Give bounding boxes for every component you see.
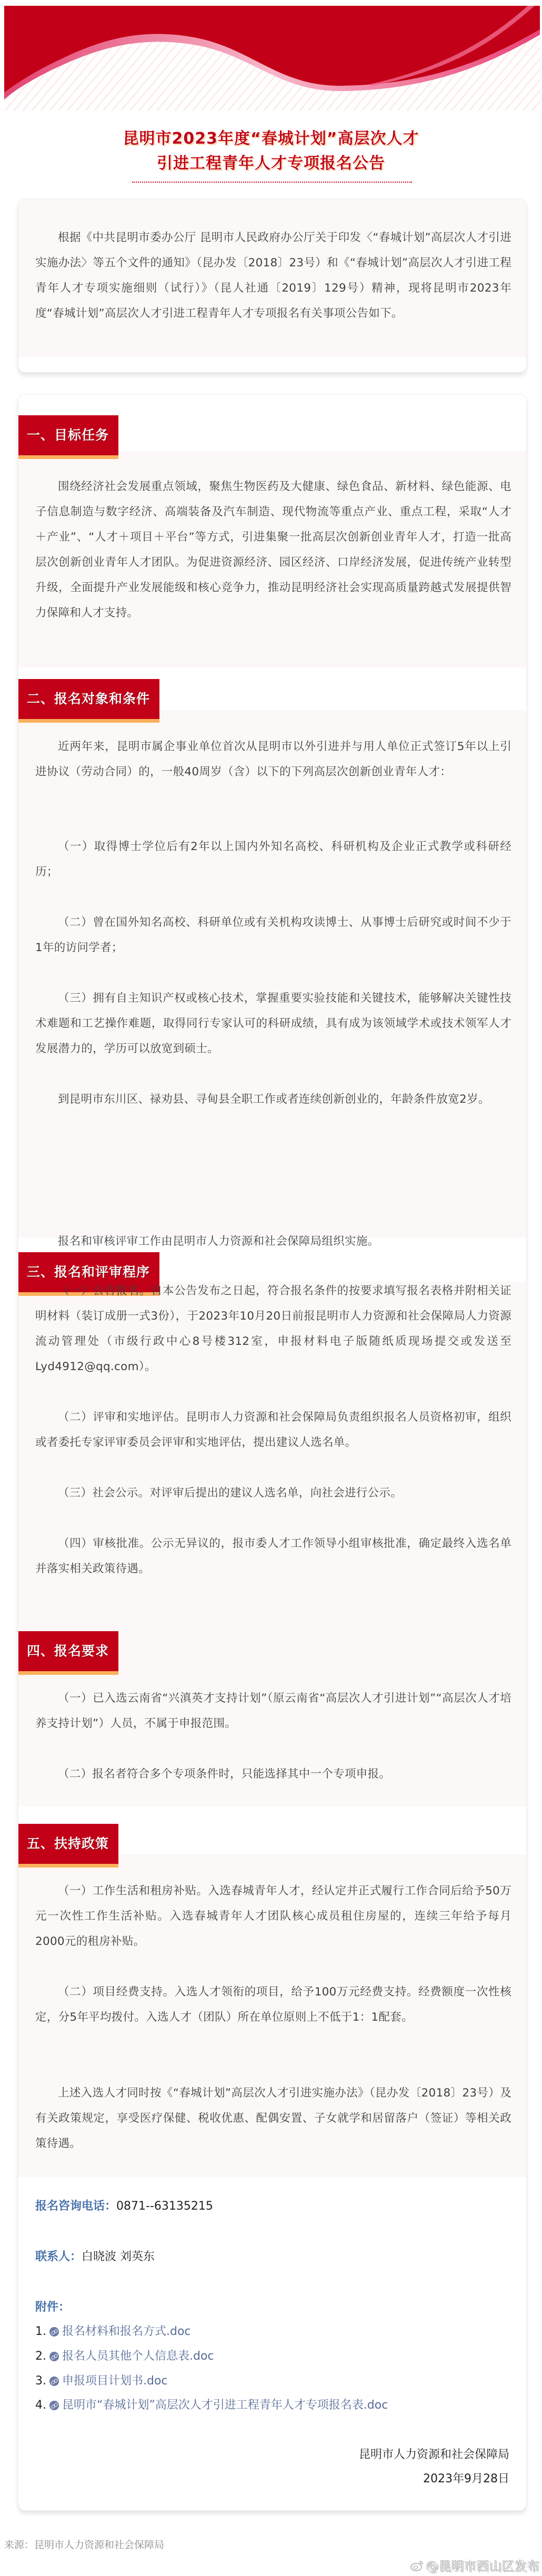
- contact-person-line: [35, 2249, 155, 2265]
- contact-persons: 白晓波 刘英东: [82, 2250, 155, 2263]
- section-3-paragraph-intro: 报名和审核评审工作由昆明市人力资源和社会保障局组织实施。: [58, 1235, 379, 1248]
- attachment-item[interactable]: [35, 2398, 388, 2413]
- section-3-item-2: （二）评审和实地评估。昆明市人力资源和社会保障局负责组织报名人员资格初审，组织或者委托专家评审委员会评审和实地评估，提出建议人选名单。: [35, 1411, 511, 1449]
- section-2-age-note: 到昆明市东川区、禄劝县、寻甸县全职工作或者连续创新创业的，年龄条件放宽2岁。: [58, 1093, 490, 1106]
- title-divider: [132, 182, 412, 183]
- signature-org: 昆明市人力资源和社会保障局: [358, 2448, 509, 2461]
- section-3-item-4: （四）审核批准。公示无异议的，报市委人才工作领导小组审核批准，确定最终入选名单并落实相关政策待遇。: [35, 1537, 511, 1575]
- source-line: 来源：昆明市人力资源和社会保障局: [4, 2539, 165, 2551]
- attachment-item[interactable]: [35, 2373, 168, 2389]
- section-5-item-2: （二）项目经费支持。入选人才领衔的项目，给予100万元经费支持。经费额度一次性核定，分5年平均拨付。入选人才（团队）所在单位原则上不低于1：1配套。: [35, 1985, 511, 2024]
- signature-date: 2023年9月28日: [423, 2472, 509, 2485]
- section-1-paragraph: 围绕经济社会发展重点领域，聚焦生物医药及大健康、绿色食品、新材料、绿色能源、电子信息制造与数字经济、高端装备及汽车制造、现代物流等重点产业、重点工程，采取“人才＋产业”、“人才＋项目＋平台”等方式，引进集聚一批高层次创新创业青年人才，打造一批高层次创新创业青年人才团队。为促进资源经济、园区经济、口岸经济发展，促进传统产业转型升级，全面提升产业发展能级和核心竞争力，推动昆明经济社会实现高质量跨越式发展提供智力保障和人才支持。: [35, 480, 511, 620]
- attachment-link-1[interactable]: 报名材料和报名方式.doc: [62, 2325, 191, 2338]
- attachment-number: 3.: [35, 2374, 46, 2388]
- weibo-icon: [410, 2560, 424, 2571]
- section-5-summary: 上述入选人才同时按《“春城计划”高层次人才引进实施办法》（昆办发〔2018〕23号）及有关政策规定，享受医疗保健、税收优惠、配偶安置、子女就学和居留落户（签证）等相关政策待遇。: [35, 2086, 511, 2150]
- title-line-2: 引进工程青年人才专项报名公告: [157, 154, 385, 173]
- section-1-heading: 一、目标任务: [18, 415, 118, 459]
- attachment-link-4[interactable]: 昆明市“春城计划”高层次人才引进工程青年人才专项报名表.doc: [62, 2399, 388, 2412]
- intro-paragraph: 根据《中共昆明市委办公厅 昆明市人民政府办公厅关于印发〈“春城计划”高层次人才引进实施办法〉等五个文件的通知》（昆办发〔2018〕23号）和《“春城计划”高层次人才引进工程青年人才专项实施细则（试行）》（昆人社通〔2019〕129号）精神，现将昆明市2023年度“春城计划”高层次人才引进工程青年人才专项报名有关事项公告如下。: [35, 231, 511, 320]
- intro-card: [18, 198, 527, 373]
- section-3-item-1: （一）公告报名。自本公告发布之日起，符合报名条件的按要求填写报名表格并附相关证明材料（装订成册一式3份），于2023年10月20日前报昆明市人力资源和社会保障局人力资源流动管理处（市级行政中心8号楼312室，申报材料电子版随纸质现场提交或发送至Lyd4912@qq.com）。: [35, 1284, 511, 1373]
- title-line-1: 昆明市2023年度“春城计划”高层次人才: [123, 129, 419, 148]
- section-5-item-1: （一）工作生活和租房补贴。入选春城青年人才，经认定并正式履行工作合同后给予50万元一次性工作生活补贴。入选春城青年人才团队核心成员租住房屋的，连续三年给予每月2000元的租房补贴。: [35, 1884, 511, 1948]
- wave-decoration-icon: [4, 6, 540, 111]
- phone-number[interactable]: 0871--63135215: [116, 2200, 213, 2213]
- attachment-item[interactable]: [35, 2349, 214, 2364]
- attachment-item[interactable]: [35, 2324, 191, 2340]
- section-4-item-1: （一）已入选云南省“兴滇英才支持计划”（原云南省“高层次人才引进计划”“高层次人才培养支持计划”）人员，不属于申报范围。: [35, 1692, 511, 1730]
- section-4-heading: 四、报名要求: [18, 1631, 118, 1675]
- contact-person-label: 联系人：: [35, 2250, 82, 2263]
- link-icon: [49, 2327, 59, 2337]
- section-2-paragraph-intro: 近两年来，昆明市属企事业单位首次从昆明市以外引进并与用人单位正式签订5年以上引进协议（劳动合同）的，一般40周岁（含）以下的下列高层次创新创业青年人才：: [35, 740, 511, 778]
- weibo-watermark: [410, 2556, 540, 2574]
- page-title: [0, 126, 542, 176]
- attachment-link-3[interactable]: 申报项目计划书.doc: [62, 2374, 168, 2388]
- main-card: [18, 394, 527, 2511]
- section-3-heading: 三、报名和评审程序: [18, 1252, 159, 1296]
- phone-label: 报名咨询电话：: [35, 2200, 117, 2213]
- attachment-link-2[interactable]: 报名人员其他个人信息表.doc: [62, 2350, 214, 2363]
- watermark-text: @昆明市西山区发布: [426, 2559, 540, 2574]
- phone-line: [35, 2199, 213, 2214]
- section-2-item-2: （二）曾在国外知名高校、科研单位或有关机构攻读博士、从事博士后研究或时间不少于1年的访问学者；: [35, 916, 511, 954]
- attachment-number: 2.: [35, 2350, 46, 2363]
- section-2-body: [18, 710, 526, 1237]
- attachments-label: 附件：: [35, 2301, 71, 2314]
- link-icon: [49, 2401, 59, 2410]
- attachment-number: 4.: [35, 2399, 46, 2412]
- link-icon: [49, 2377, 59, 2386]
- attachment-number: 1.: [35, 2325, 46, 2338]
- section-2-item-3: （三）拥有自主知识产权或核心技术，掌握重要实验技能和关键技术，能够解决关键性技术难题和工艺操作难题，取得同行专家认可的科研成绩，具有成为该领域学术或技术领军人才发展潜力的，学历可以放宽到硕士。: [35, 992, 511, 1055]
- section-4-item-2: （二）报名者符合多个专项条件时，只能选择其中一个专项申报。: [58, 1768, 391, 1781]
- link-icon: [49, 2352, 59, 2361]
- section-3-item-3: （三）社会公示。对评审后提出的建议人选名单，向社会进行公示。: [58, 1486, 403, 1500]
- section-5-heading: 五、扶持政策: [18, 1824, 118, 1868]
- header-banner: [4, 6, 540, 111]
- section-2-item-1: （一）取得博士学位后有2年以上国内外知名高校、科研机构及企业正式教学或科研经历；: [35, 840, 511, 878]
- section-2-heading: 二、报名对象和条件: [18, 679, 159, 723]
